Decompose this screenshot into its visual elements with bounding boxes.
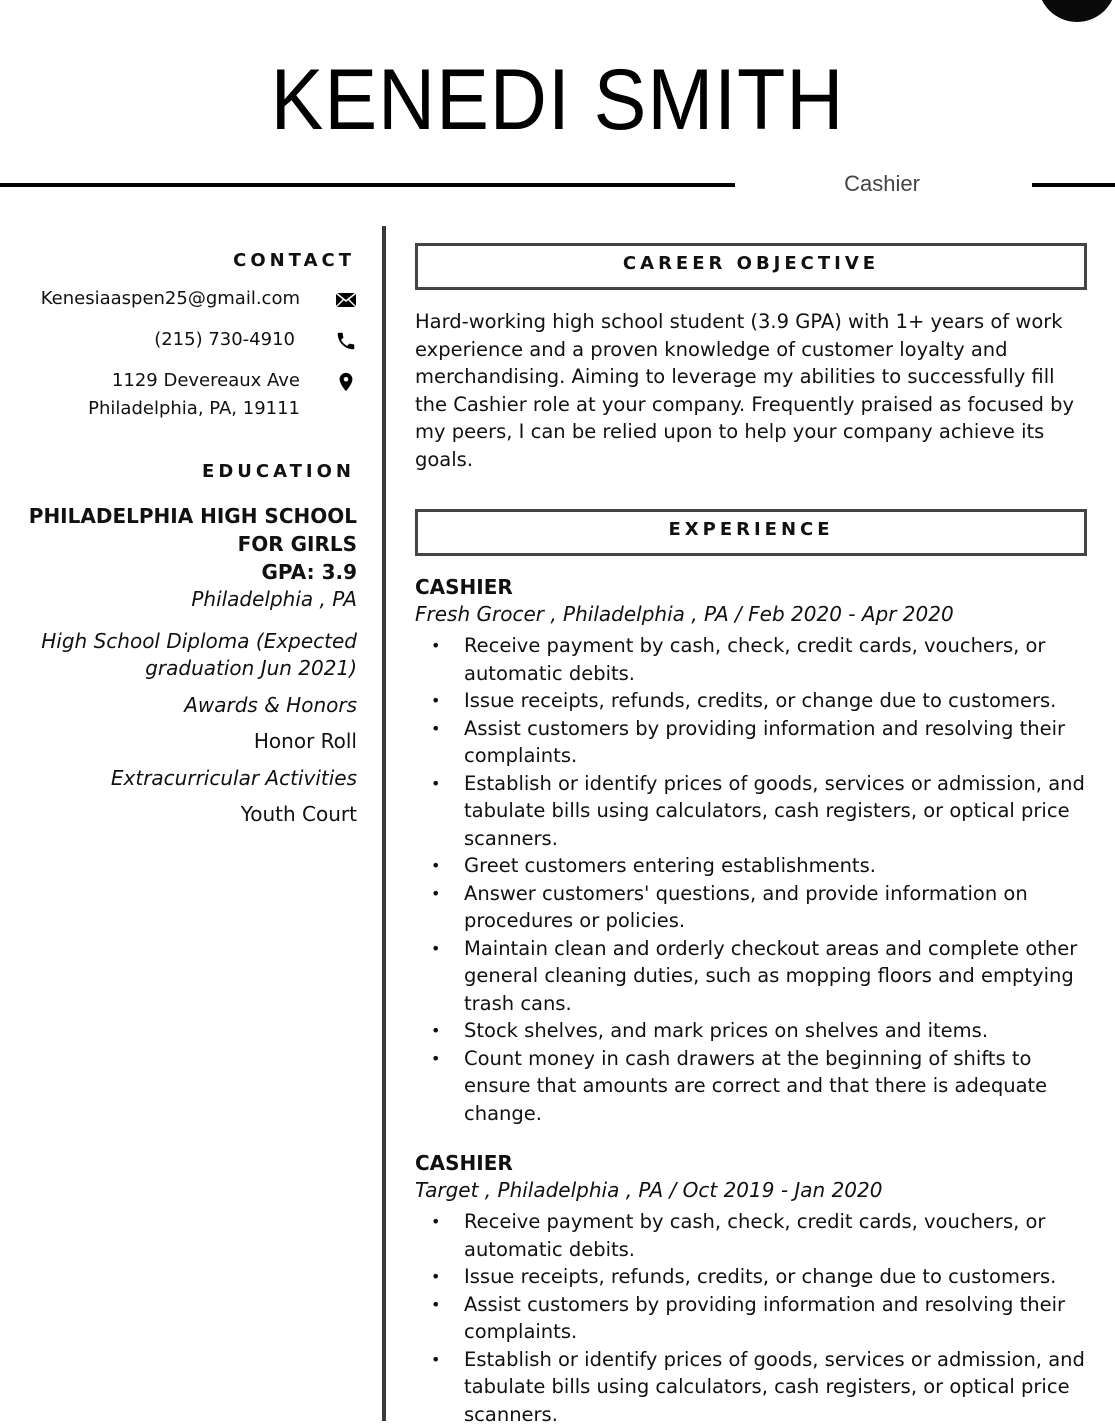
job-duties	[415, 632, 1087, 1127]
career-objective-heading: CAREER OBJECTIVE	[415, 243, 1087, 290]
education-heading: EDUCATION	[0, 461, 355, 482]
school-location: Philadelphia , PA	[0, 586, 357, 613]
address-line-2: Philadelphia, PA, 19111	[88, 398, 300, 419]
job-title: CASHIER	[415, 1149, 1087, 1177]
address-text	[88, 367, 300, 423]
contact-phone	[0, 326, 357, 354]
experience-heading: EXPERIENCE	[415, 509, 1087, 556]
school-gpa: GPA: 3.9	[0, 558, 357, 586]
duty-item: • Issue receipts, refunds, credits, or change due to customers.	[415, 687, 1087, 715]
contact-heading: CONTACT	[0, 250, 355, 271]
candidate-name: KENEDI SMITH	[45, 52, 1071, 148]
phone-icon	[335, 330, 357, 352]
duty-item: • Issue receipts, refunds, credits, or change due to customers.	[415, 1263, 1087, 1291]
duty-item: • Assist customers by providing information and resolving their complaints.	[415, 1291, 1087, 1346]
activities-label: Extracurricular Activities	[0, 765, 357, 792]
job-entry	[415, 1149, 1087, 1428]
job-duties	[415, 1208, 1087, 1428]
duty-item: • Greet customers entering establishments.	[415, 852, 1087, 880]
duty-item: • Establish or identify prices of goods, services or admission, and tabulate bills using calculators, cash registers, or optical price scanners.	[415, 1346, 1087, 1428]
contact-email	[0, 285, 357, 313]
email-text[interactable]: Kenesiaaspen25@gmail.com	[41, 285, 300, 313]
job-title: CASHIER	[415, 573, 1087, 601]
job-entry	[415, 573, 1087, 1127]
main-content	[415, 243, 1087, 1428]
phone-text[interactable]: (215) 730-4910	[154, 326, 295, 354]
duty-item: • Maintain clean and orderly checkout areas and complete other general cleaning duties, such as mopping floors and emptying trash cans.	[415, 935, 1087, 1018]
address-line-1: 1129 Devereaux Ave	[112, 370, 300, 391]
job-meta: Fresh Grocer , Philadelphia , PA / Feb 2020 - Apr 2020	[415, 601, 1087, 628]
header-rule-left	[0, 183, 735, 187]
envelope-icon	[335, 289, 357, 311]
degree-line-1: High School Diploma (Expected	[0, 628, 357, 655]
duty-item: • Count money in cash drawers at the beginning of shifts to ensure that amounts are correct and that there is adequate change.	[415, 1045, 1087, 1128]
header-rule-right	[1032, 183, 1115, 187]
awards-label: Awards & Honors	[0, 692, 357, 719]
degree-line-2: graduation Jun 2021)	[0, 655, 357, 682]
school-name-line-1: PHILADELPHIA HIGH SCHOOL	[0, 502, 357, 530]
column-divider	[382, 226, 386, 1421]
school-name-line-2: FOR GIRLS	[0, 530, 357, 558]
job-role-title: Cashier	[782, 171, 982, 197]
activities-value: Youth Court	[0, 801, 357, 828]
duty-item: • Receive payment by cash, check, credit cards, vouchers, or automatic debits.	[415, 1208, 1087, 1263]
awards-value: Honor Roll	[0, 728, 357, 755]
map-pin-icon	[335, 371, 357, 393]
corner-decoration	[1038, 0, 1115, 22]
contact-address	[0, 367, 357, 423]
duty-item: • Assist customers by providing information and resolving their complaints.	[415, 715, 1087, 770]
duty-item: • Establish or identify prices of goods, services or admission, and tabulate bills using calculators, cash registers, or optical price scanners.	[415, 770, 1087, 853]
job-meta: Target , Philadelphia , PA / Oct 2019 - Jan 2020	[415, 1177, 1087, 1204]
sidebar	[0, 250, 357, 828]
duty-item: • Receive payment by cash, check, credit cards, vouchers, or automatic debits.	[415, 632, 1087, 687]
duty-item: • Answer customers' questions, and provide information on procedures or policies.	[415, 880, 1087, 935]
duty-item: • Stock shelves, and mark prices on shelves and items.	[415, 1017, 1087, 1045]
career-objective-text: Hard-working high school student (3.9 GPA) with 1+ years of work experience and a proven knowledge of customer loyalty and merchandising. Aiming to leverage my abilities to successfully fill the Cashier role at your company. Frequently praised as focused by my peers, I can be relied upon to help your company achieve its goals.	[415, 308, 1087, 473]
